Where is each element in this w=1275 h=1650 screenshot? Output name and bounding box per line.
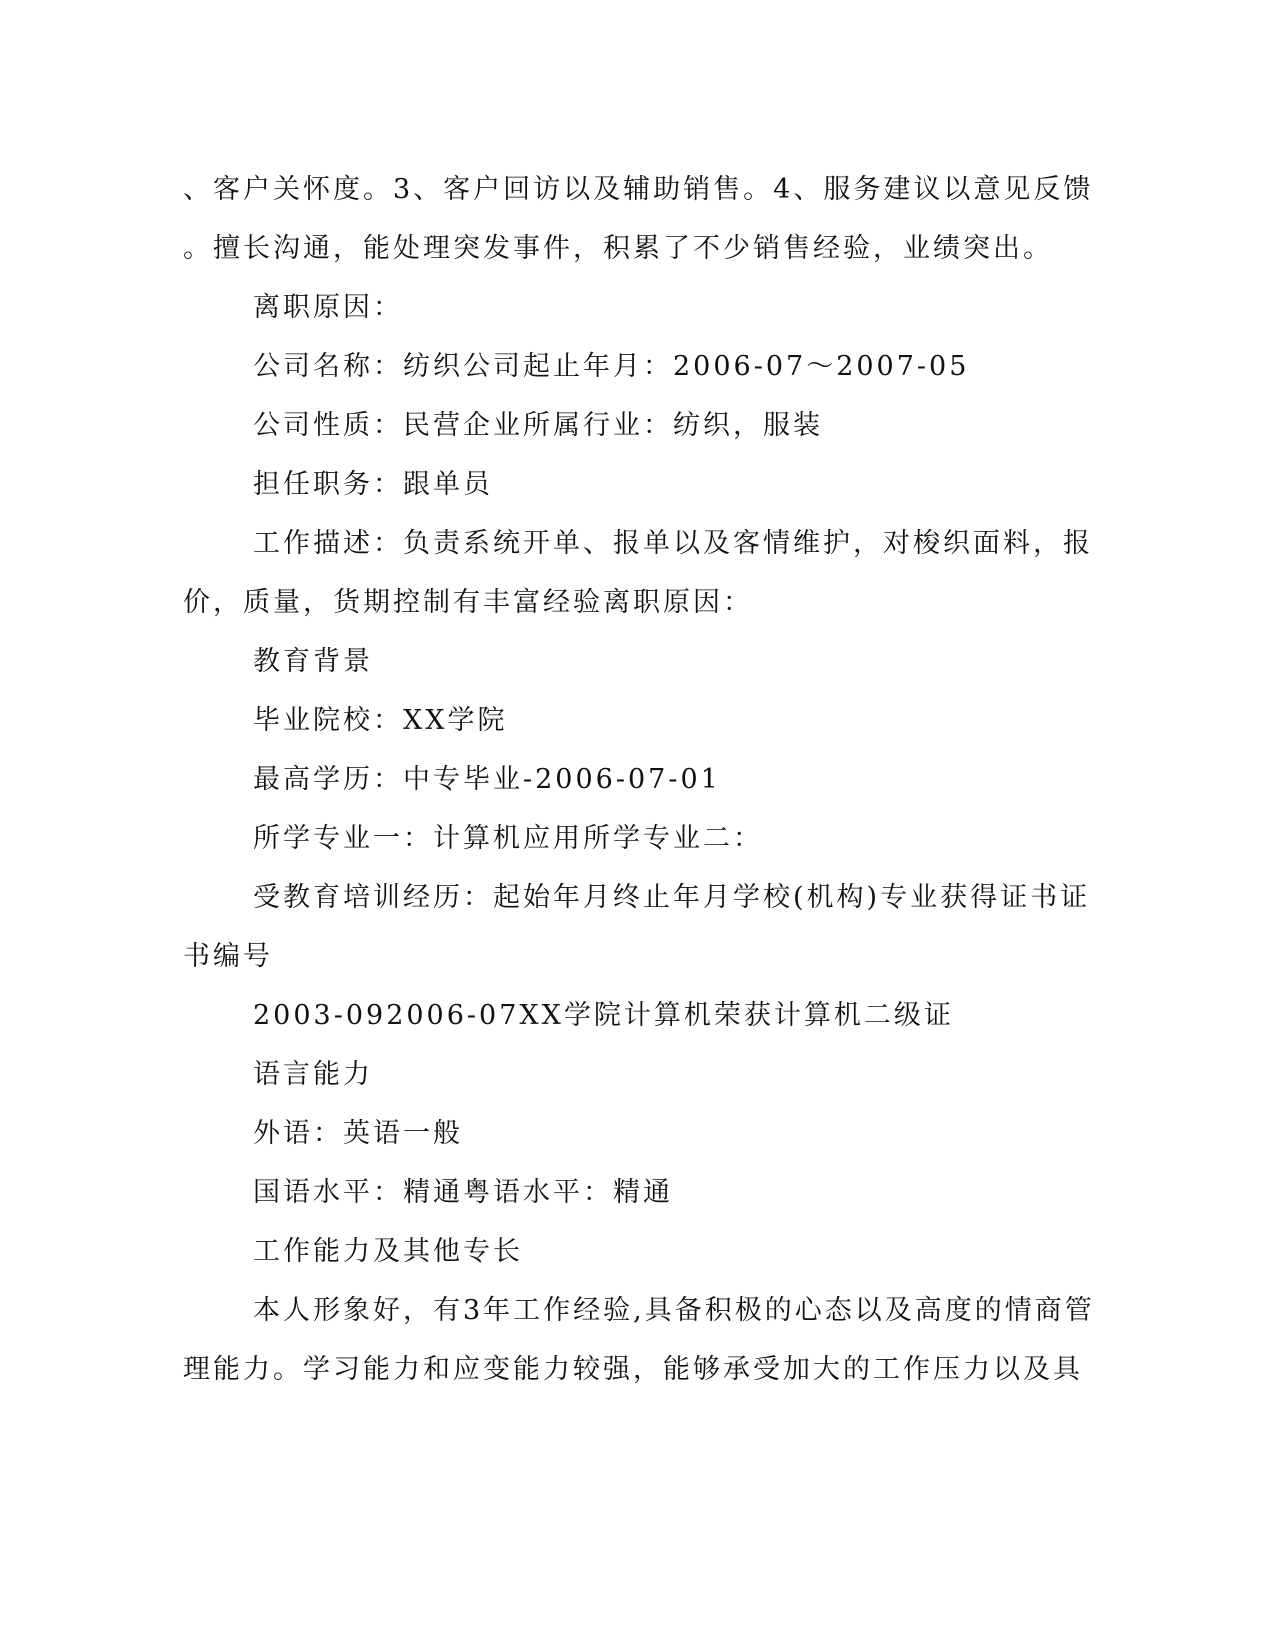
training-record-line: 2003-092006-07XX学院计算机荣获计算机二级证 xyxy=(253,1000,954,1031)
section-heading-skills: 工作能力及其他专长 xyxy=(253,1236,523,1267)
major-line: 所学专业一：计算机应用所学专业二： xyxy=(253,823,763,854)
training-history-line: 受教育培训经历：起始年月终止年月学校(机构)专业获得证书证 xyxy=(253,882,1091,913)
mandarin-cantonese-line: 国语水平：精通粤语水平：精通 xyxy=(253,1177,673,1208)
section-label-resignation-reason: 离职原因： xyxy=(253,292,403,323)
document-body xyxy=(183,160,1095,1399)
skills-paragraph-continuation: 理能力。学习能力和应变能力较强，能够承受加大的工作压力以及具 xyxy=(183,1354,1083,1385)
company-name-line: 公司名称：纺织公司起止年月：2006-07～2007-05 xyxy=(253,351,970,382)
job-description-line: 工作描述：负责系统开单、报单以及客情维护，对梭织面料，报 xyxy=(253,528,1093,559)
section-heading-language: 语言能力 xyxy=(253,1059,373,1090)
position-line: 担任职务：跟单员 xyxy=(253,469,493,500)
graduation-school-line: 毕业院校：XX学院 xyxy=(253,705,508,736)
paragraph-line: 、客户关怀度。3、客户回访以及辅助销售。4、服务建议以意见反馈 xyxy=(183,174,1094,205)
foreign-language-line: 外语：英语一般 xyxy=(253,1118,463,1149)
company-nature-line: 公司性质：民营企业所属行业：纺织，服装 xyxy=(253,410,823,441)
skills-paragraph-line: 本人形象好，有3年工作经验,具备积极的心态以及高度的情商管 xyxy=(253,1295,1095,1326)
training-history-continuation: 书编号 xyxy=(183,941,273,972)
job-description-continuation: 价，质量，货期控制有丰富经验离职原因： xyxy=(183,587,753,618)
section-heading-education: 教育背景 xyxy=(253,646,373,677)
highest-degree-line: 最高学历：中专毕业-2006-07-01 xyxy=(253,764,721,795)
paragraph-line: 。擅长沟通，能处理突发事件，积累了不少销售经验，业绩突出。 xyxy=(183,233,1053,264)
